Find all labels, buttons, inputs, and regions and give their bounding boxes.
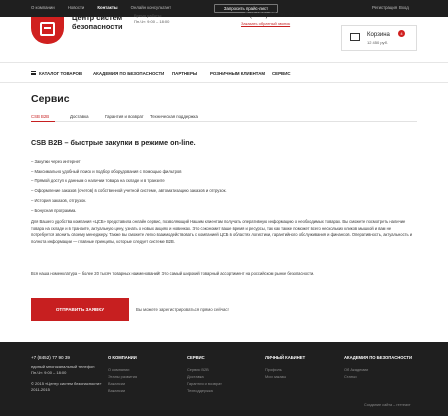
hours-label: Время работы: [134,13,162,18]
footer-link[interactable]: Гарантия и возврат [187,381,222,386]
footer-hours: Пн-Чт: 9:00 – 18:00 [31,370,67,375]
footer-col-company [108,355,137,394]
active-tab-indicator [31,121,55,122]
footer-col-title: СЕРВИС [187,355,205,360]
list-item: – Прямой доступ к данным о наличии товара на складе и в транзите [31,178,165,184]
nav-retail[interactable]: РОЗНИЧНЫМ КЛИЕНТАМ [210,71,266,76]
feature-list [31,157,227,215]
cart-title: Корзина [367,32,390,38]
section-heading: CSB B2B – быстрые закупки в режиме on-line. [31,138,196,147]
page-title: Сервис [31,93,70,105]
tab-warranty[interactable]: Гарантия и возврат [105,114,144,119]
footer-col-service [187,355,222,394]
list-item: – Закупки через интернет [31,159,81,164]
cart-icon [350,33,360,41]
footer-link[interactable]: Вакансии [108,381,126,386]
footer-link[interactable]: Сервис B2B [187,367,209,372]
main-nav [0,62,448,83]
tab-delivery[interactable]: Доставка [70,114,89,119]
list-item: – Максимально удобный поиск и подбор оборудования с помощью фильтров [31,168,182,174]
top-bar [0,0,448,17]
price-list-button[interactable]: Запросить прайс-лист [214,4,278,13]
register-link[interactable]: Регистрация [372,5,398,10]
list-item: – История заказов, отгрузок. [31,197,87,203]
footer-link[interactable]: Вакансии [108,388,126,393]
login-link[interactable]: Вход [399,5,409,10]
top-nav [31,5,171,10]
footer-link[interactable]: Мои заказы [265,374,287,379]
footer-link[interactable]: О компании [108,367,130,372]
cart-sum: 12 450 руб. [367,40,388,45]
description-paragraph: Для Вашего удобства компания «ЦСБ» представила онлайн сервис, позволяющий Нашим клиентам получать оперативную информацию о необходимых товарах. Вы сможете посмотреть наличие товара на складе и в транзите, актуальную цену, узнать о новых акциях и новинках. Это сэкономит ваше время и ресурсы, так как также поможет всего нескольких кликов мышкой и вам не потребуется звонить своему менеджеру. Также вы сможете легко взаимодействовать с компанией ЦСБ в областях логистики, гарантийного обслуживания и финансов. Оперативность, актуальность и полнота информации — главные принципы, которые следует системе B2B. [31,219,413,244]
list-item: – Бонусная программа. [31,207,77,213]
register-note: Вы можете зарегистрироваться прямо сейчас! [136,307,229,312]
logo-line1: Центр систем [72,13,123,22]
top-nav-consultant[interactable]: Онлайн консультант [130,5,172,10]
footer-col-title: ЛИЧНЫЙ КАБИНЕТ [265,355,306,360]
footer-link[interactable]: Этапы развития [108,374,138,379]
footer-link[interactable]: Статьи [344,374,357,379]
footer-link[interactable]: Об Академии [344,367,369,372]
tab-support[interactable]: Техническая поддержка [150,114,198,119]
footer-col-title: АКАДЕМИЯ ПО БЕЗОПАСНОСТИ [344,355,412,360]
list-item: – Оформление заказов (счетов) в собственной учетной системе, автоматизацию заказов и отгрузок. [31,188,227,194]
footer-col-title: О КОМПАНИИ [108,355,137,360]
top-nav-contacts[interactable]: Контакты [97,5,118,10]
footer-years: 2011-2015 [31,387,50,392]
footer-link[interactable]: Доставка [187,374,204,379]
logo-text[interactable] [72,13,123,31]
menu-icon [31,71,36,75]
nav-catalog[interactable]: КАТАЛОГ ТОВАРОВ [39,71,83,76]
sub-tabs [31,110,417,122]
top-nav-news[interactable]: Новости [67,5,85,10]
callback-link[interactable]: Заказать обратный звонок [241,21,291,26]
footer-credit[interactable]: Создание сайта – гегтеахт [364,403,411,407]
nav-service[interactable]: СЕРВИС [272,71,291,76]
header-phone[interactable]: +7 (8452) 77-90-39 [241,12,295,19]
tab-b2b[interactable]: CSB B2B [31,114,50,119]
assortment-paragraph: Вся наша номенклатура – более 20 тысяч товарных наименований! Это самый широкий товарный ассортимент на российском рынке безопасности. [31,271,315,276]
cart[interactable] [341,25,417,51]
cart-count-badge: 4 [398,30,405,37]
logo-icon [40,22,55,36]
footer-copyright: © 2015 «Центр систем безопасности» [31,381,102,386]
submit-request-button[interactable]: ОТПРАВИТЬ ЗАЯВКУ [31,298,129,321]
hours-value: Пн-Чт: 9:00 – 18:00 [134,19,170,24]
footer-col-account [265,355,305,380]
footer-phone[interactable]: +7 (8452) 77 90 39 [31,355,70,360]
logo-line2: безопасности [72,22,123,31]
nav-partners[interactable]: ПАРТНЕРЫ [172,71,198,76]
footer [0,342,448,416]
top-nav-about[interactable]: О компании [31,5,55,10]
nav-academy[interactable]: АКАДЕМИЯ ПО БЕЗОПАСНОСТИ [93,71,165,76]
footer-phone-caption: единый многоканальный телефон [31,364,95,369]
footer-col-academy [344,355,412,380]
footer-link[interactable]: Профиль [265,367,282,372]
footer-link[interactable]: Техподдержка [187,388,213,393]
